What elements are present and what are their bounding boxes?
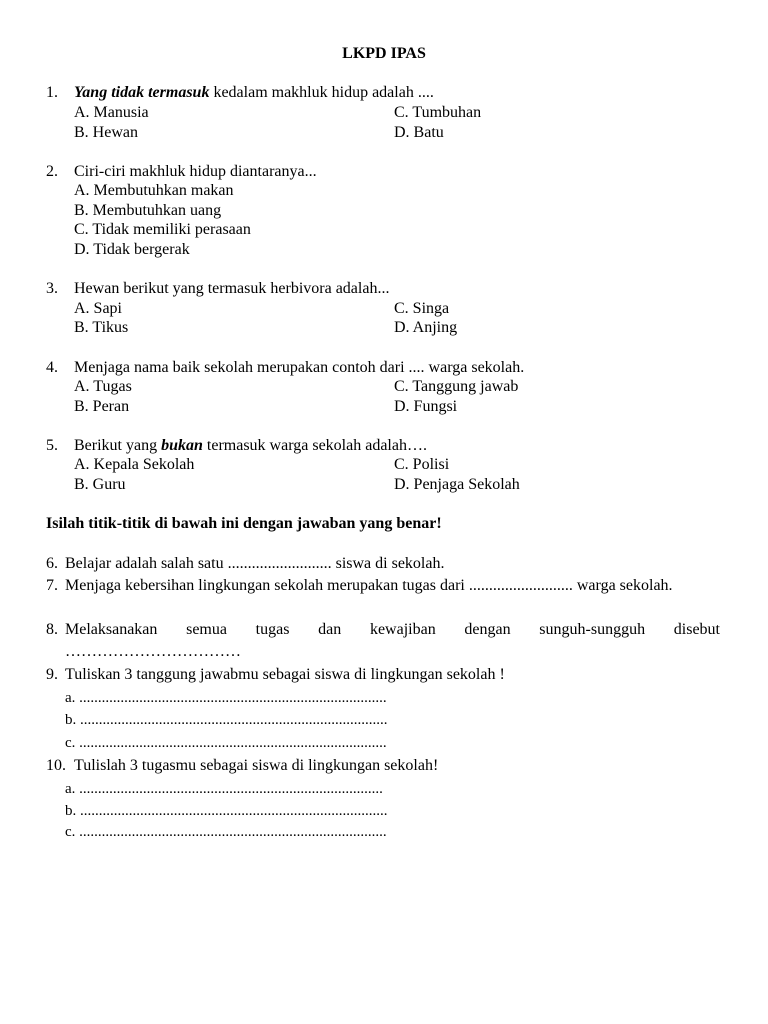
page-title: LKPD IPAS bbox=[342, 45, 426, 62]
option-c: C. Tumbuhan bbox=[394, 104, 482, 121]
option-d: D. Batu bbox=[394, 124, 444, 141]
question-text-rest: kedalam makhluk hidup adalah .... bbox=[209, 84, 434, 101]
option-d: D. Anjing bbox=[394, 319, 458, 336]
option-b: B. Guru bbox=[74, 476, 126, 493]
option-d: D. Fungsi bbox=[394, 398, 458, 415]
option-a: A. Sapi bbox=[74, 300, 122, 317]
question-number: 5. bbox=[46, 437, 58, 454]
section-heading: Isilah titik-titik di bawah ini dengan jawaban yang benar! bbox=[46, 515, 442, 532]
answer-line-a[interactable]: a. .................................................................................. bbox=[65, 690, 387, 706]
option-a: A. Manusia bbox=[74, 104, 149, 121]
question-number: 6. bbox=[46, 555, 58, 572]
question-text: Menjaga nama baik sekolah merupakan contoh dari .... warga sekolah. bbox=[74, 359, 525, 376]
question-number: 9. bbox=[46, 666, 58, 683]
option-a: A. Kepala Sekolah bbox=[74, 456, 195, 473]
question-text-pre: Berikut yang bbox=[74, 437, 162, 454]
answer-line-a[interactable]: a. ................................................................................. bbox=[65, 781, 383, 797]
emphasis-text: Yang tidak termasuk bbox=[74, 84, 210, 101]
option-b: B. Membutuhkan uang bbox=[74, 202, 222, 219]
answer-line-b[interactable]: b. .................................................................................. bbox=[65, 712, 388, 728]
option-a: A. Membutuhkan makan bbox=[74, 182, 234, 199]
option-a: A. Tugas bbox=[74, 378, 132, 395]
question-text: Melaksanakan semua tugas dan kewajiban dengan sunguh-sungguh disebut …………………………… bbox=[65, 621, 720, 660]
option-d: D. Penjaga Sekolah bbox=[394, 476, 520, 493]
answer-line-b[interactable]: b. .................................................................................. bbox=[65, 803, 388, 819]
option-c: C. Singa bbox=[394, 300, 450, 317]
option-c: C. Tanggung jawab bbox=[394, 378, 519, 395]
option-b: B. Tikus bbox=[74, 319, 129, 336]
option-c: C. Tidak memiliki perasaan bbox=[74, 221, 251, 238]
answer-line-c[interactable]: c. .................................................................................. bbox=[65, 735, 387, 751]
question-number: 3. bbox=[46, 280, 58, 297]
question-number: 2. bbox=[46, 163, 58, 180]
question-text: Menjaga kebersihan lingkungan sekolah merupakan tugas dari .......................... warga sekolah. bbox=[65, 577, 673, 594]
answer-line-c[interactable]: c. .................................................................................. bbox=[65, 824, 387, 840]
option-b: B. Hewan bbox=[74, 124, 138, 141]
question-number: 1. bbox=[46, 84, 58, 101]
option-d: D. Tidak bergerak bbox=[74, 241, 190, 258]
option-c: C. Polisi bbox=[394, 456, 450, 473]
question-number: 7. bbox=[46, 577, 58, 594]
question-number: 4. bbox=[46, 359, 58, 376]
question-text: Belajar adalah salah satu .......................... siswa di sekolah. bbox=[65, 555, 445, 572]
question-text bbox=[74, 436, 427, 456]
question-text: Tulislah 3 tugasmu sebagai siswa di lingkungan sekolah! bbox=[74, 757, 439, 774]
question-number: 10. bbox=[46, 757, 66, 774]
question-text-rest: termasuk warga sekolah adalah…. bbox=[202, 437, 427, 454]
question-text: Ciri-ciri makhluk hidup diantaranya... bbox=[74, 163, 317, 180]
emphasis-text: bukan bbox=[161, 437, 203, 454]
question-text bbox=[74, 83, 434, 103]
option-b: B. Peran bbox=[74, 398, 130, 415]
question-text: Tuliskan 3 tanggung jawabmu sebagai siswa di lingkungan sekolah ! bbox=[65, 666, 505, 683]
question-text: Hewan berikut yang termasuk herbivora adalah... bbox=[74, 280, 390, 297]
question-number: 8. bbox=[46, 621, 58, 638]
